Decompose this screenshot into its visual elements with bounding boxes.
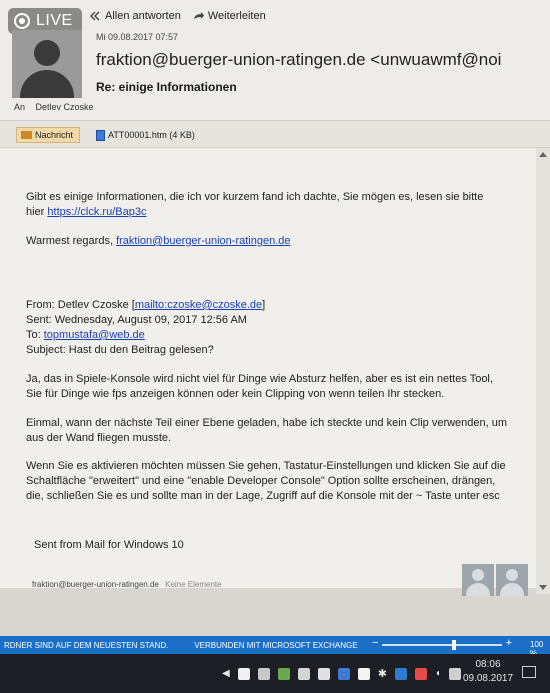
regards-email-link[interactable]: fraktion@buerger-union-ratingen.de — [116, 235, 291, 247]
to-line: To: topmustafa@web.de — [26, 329, 145, 341]
people-pane-sender: fraktion@buerger-union-ratingen.de — [32, 580, 159, 589]
to-email-link[interactable]: topmustafa@web.de — [43, 329, 145, 341]
recipient-name[interactable]: Detlev Czoske — [35, 102, 94, 112]
zoom-knob[interactable] — [452, 640, 456, 650]
document-icon — [96, 130, 105, 141]
status-connection: VERBUNDEN MIT MICROSOFT EXCHANGE — [194, 640, 358, 650]
clock-time: 08:06 — [475, 659, 501, 670]
zoom-slider[interactable] — [372, 637, 512, 650]
scroll-down-icon[interactable] — [539, 585, 547, 590]
contact-avatar-icon[interactable] — [462, 564, 494, 596]
sent-line: Sent: Wednesday, August 09, 2017 12:56 AM — [26, 314, 247, 326]
system-tray — [222, 667, 461, 680]
para2-line1: Einmal, wann der nächste Teil einer Ebene geladen, habe ich steckte und kein Clip verwenden, um — [26, 417, 508, 429]
people-tiles — [462, 564, 528, 596]
status-folders: RDNER SIND AUF DEM NEUESTEN STAND. — [4, 640, 169, 650]
from-line: From: Detlev Czoske [mailto:czoske@czoske.de] — [26, 299, 266, 311]
recipient-line — [14, 102, 94, 112]
tray-app-icon[interactable] — [238, 668, 250, 680]
clock-date: 09.08.2017 — [462, 673, 514, 684]
taskbar-clock[interactable] — [462, 658, 514, 686]
sender-address[interactable]: fraktion@buerger-union-ratingen.de <unwuawmf@noi — [96, 50, 502, 69]
subject-line: Subject: Hast du den Beitrag gelesen? — [26, 344, 214, 356]
zoom-in-icon[interactable]: + — [505, 637, 512, 649]
volume-icon[interactable]: ◖ — [434, 668, 441, 679]
tray-app-icon[interactable] — [318, 668, 330, 680]
live-icon — [14, 13, 30, 29]
zoom-out-icon[interactable]: − — [372, 637, 379, 649]
vertical-scrollbar[interactable] — [536, 148, 550, 594]
people-pane-items: Keine Elemente — [165, 580, 222, 589]
live-label: LIVE — [36, 12, 73, 29]
envelope-icon — [21, 131, 32, 139]
body-line-1: Gibt es einige Informationen, die ich vor kurzem fand ich dachte, Sie mögen es, lesen sie bitte — [26, 191, 484, 203]
status-bar — [0, 636, 550, 654]
signature: Sent from Mail for Windows 10 — [34, 539, 184, 551]
forward-icon — [193, 11, 205, 21]
reply-all-button[interactable]: Allen antworten — [90, 10, 181, 22]
message-subject: Re: einige Informationen — [96, 80, 237, 94]
bluetooth-icon[interactable]: ✱ — [377, 668, 387, 680]
para2-line2: aus der Wand fliegen musste. — [26, 432, 172, 444]
sender-avatar — [12, 30, 82, 98]
tray-app-icon[interactable] — [298, 668, 310, 680]
para3-line2: Schaltfläche "erweitert" und eine "enable Developer Console" Option sollte erscheinen, drängen, — [26, 475, 496, 487]
tray-app-icon[interactable] — [258, 668, 270, 680]
contact-avatar-icon[interactable] — [496, 564, 528, 596]
para1-line1: Ja, das in Spiele-Konsole wird nicht viel für Dinge wie Absturz helfen, aber es ist ein nettes Tool, — [26, 373, 493, 385]
zoom-track[interactable] — [382, 644, 502, 646]
message-date: Mi 09.08.2017 07:57 — [96, 32, 179, 42]
from-mailto-link[interactable]: mailto:czoske@czoske.de — [134, 299, 263, 311]
reading-pane-header — [0, 0, 550, 120]
attachment-message[interactable]: Nachricht — [16, 127, 80, 143]
to-label: An — [14, 102, 26, 112]
regards-line: Warmest regards, fraktion@buerger-union-ratingen.de — [26, 235, 291, 247]
language-icon[interactable] — [449, 668, 461, 680]
body-link[interactable]: https://clck.ru/Bap3c — [47, 206, 147, 218]
para3-line3: die, schließen Sie es und sollte man in der Lage, Zugriff auf die Konsole mit der ~ Taste unter esc — [26, 490, 500, 502]
avatar-head — [34, 40, 60, 66]
message-actions — [90, 10, 266, 22]
forward-button[interactable]: Weiterleiten — [193, 10, 266, 22]
para1-line2: Sie für Dinge wie fps anzeigen können oder kein Clipping von wenn teilen Ihr stecken. — [26, 388, 445, 400]
scroll-up-icon[interactable] — [539, 152, 547, 157]
tray-app-icon[interactable] — [415, 668, 427, 680]
avatar-body — [20, 70, 74, 98]
attachment-file[interactable]: ATT00001.htm (4 KB) — [96, 127, 195, 143]
attachment-bar — [0, 120, 550, 148]
reply-all-icon — [90, 11, 102, 21]
para3-line1: Wenn Sie es aktivieren möchten müssen Sie gehen, Tastatur-Einstellungen und klicken Sie auf die — [26, 460, 506, 472]
tray-chevron-icon[interactable]: ◀ — [222, 668, 230, 679]
notification-icon[interactable] — [522, 666, 536, 678]
people-pane-label — [32, 580, 222, 589]
taskbar — [0, 654, 550, 693]
tray-app-icon[interactable] — [395, 668, 407, 680]
tray-app-icon[interactable] — [278, 668, 290, 680]
body-line-2: hier https://clck.ru/Bap3c — [26, 206, 147, 218]
zoom-percent: 100 — [530, 640, 544, 649]
tray-app-icon[interactable] — [338, 668, 350, 680]
message-body — [0, 148, 536, 588]
tray-app-icon[interactable] — [358, 668, 370, 680]
